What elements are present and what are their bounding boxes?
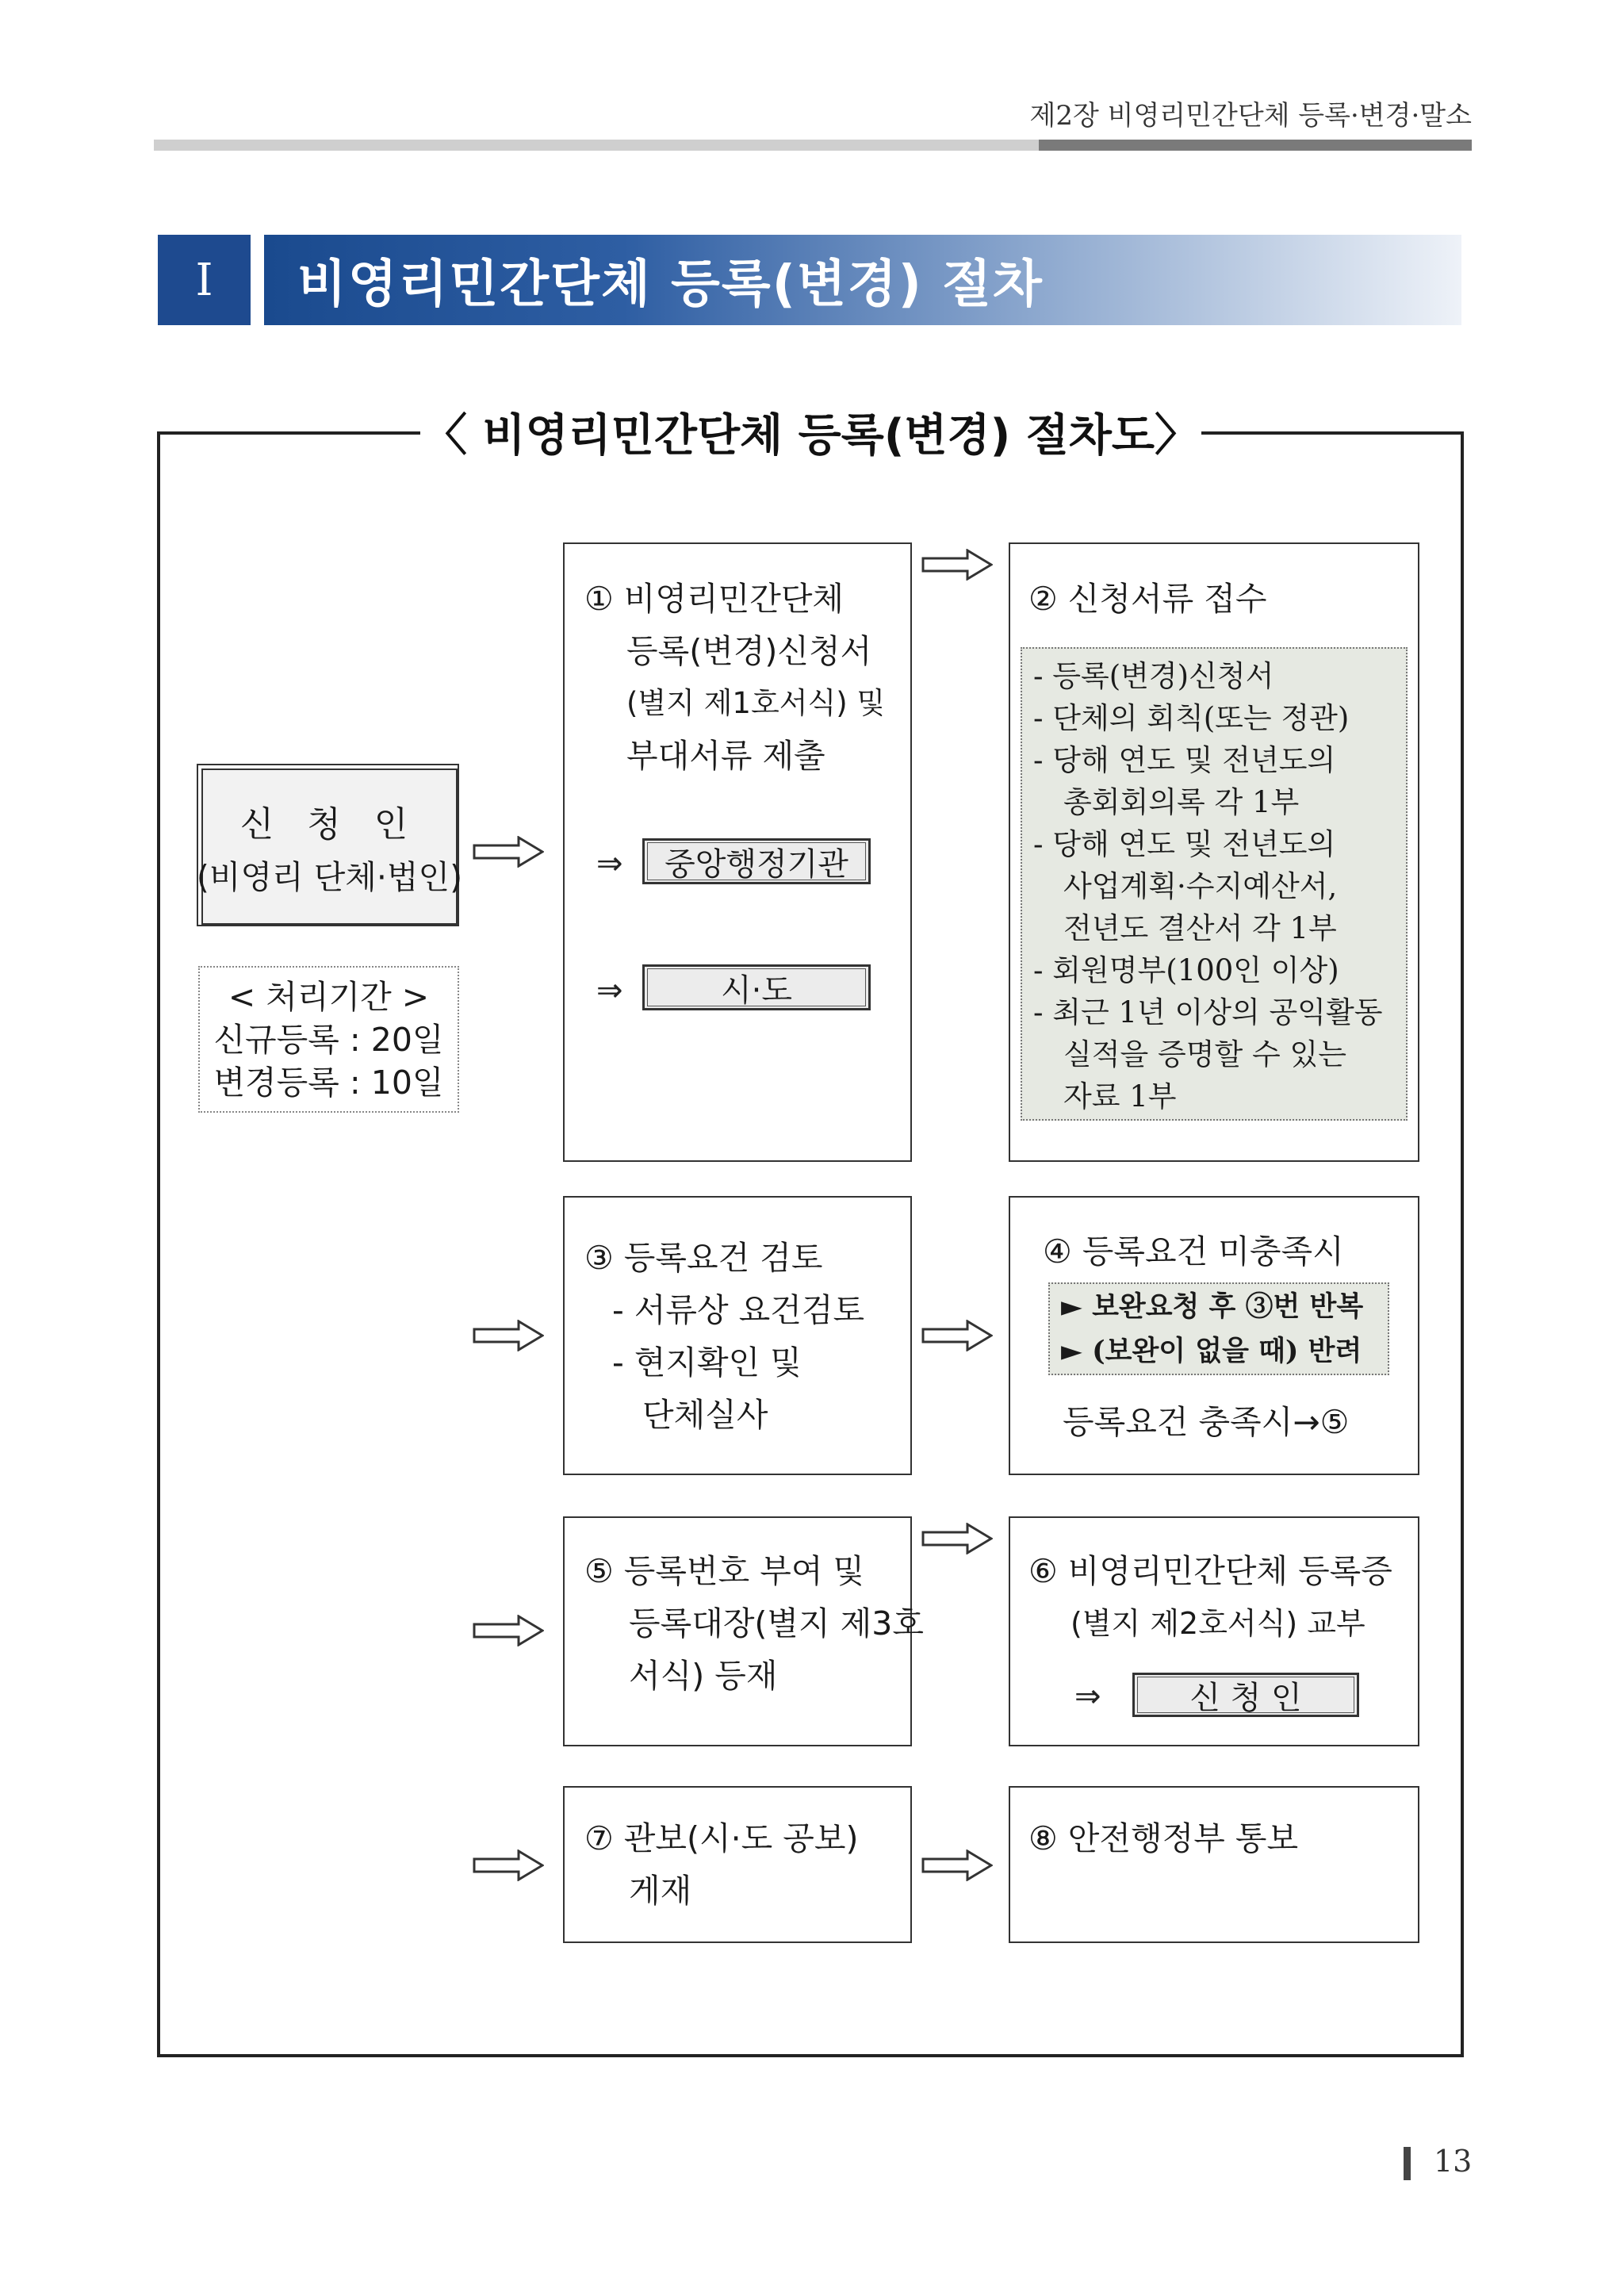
chapter-header: 제2장 비영리민간단체 등록·변경·말소 bbox=[1029, 100, 1472, 132]
arrow-icon bbox=[921, 549, 993, 581]
province-box bbox=[642, 964, 871, 1010]
step7-box bbox=[563, 1786, 912, 1943]
step1-line1: ① 비영리민간단체 bbox=[584, 580, 845, 618]
applicant-target-label: 신 청 인 bbox=[1137, 1677, 1354, 1713]
header-rule bbox=[154, 140, 1039, 151]
applicant-label: 신 청 인 bbox=[239, 804, 419, 845]
central-agency-box bbox=[642, 838, 871, 884]
section-number: Ⅰ bbox=[158, 235, 251, 325]
diagram-caption: 〈 비영리민간단체 등록(변경) 절차도〉 bbox=[420, 401, 1201, 464]
step5-line2: 등록대장(별지 제3호 bbox=[629, 1604, 924, 1642]
applicant-type: (비영리 단체·법인) bbox=[196, 858, 463, 896]
required-documents-list bbox=[1021, 647, 1408, 1121]
step1-line2: 등록(변경)신청서 bbox=[626, 632, 872, 670]
document-item: 사업계획·수지예산서, bbox=[1063, 869, 1338, 903]
document-item: - 최근 1년 이상의 공익활동 bbox=[1033, 995, 1383, 1029]
document-item: - 당해 연도 및 전년도의 bbox=[1033, 827, 1336, 861]
step5-line3: 서식) 등재 bbox=[629, 1657, 778, 1695]
step8-line1: ⑧ 안전행정부 통보 bbox=[1028, 1819, 1299, 1857]
section-title-bar bbox=[264, 235, 1461, 325]
period-change: 변경등록 : 10일 bbox=[213, 1063, 444, 1102]
step4-footer: 등록요건 충족시→⑤ bbox=[1063, 1403, 1350, 1441]
arrow-icon bbox=[473, 836, 544, 868]
supplement-item: ► 보완요청 후 ③번 반복 bbox=[1061, 1290, 1364, 1323]
document-item: - 단체의 회칙(또는 정관) bbox=[1033, 701, 1350, 735]
step3-line3: - 현지확인 및 bbox=[612, 1343, 802, 1382]
arrow-icon bbox=[921, 1523, 993, 1554]
applicant-box bbox=[196, 764, 463, 926]
step3-line1: ③ 등록요건 검토 bbox=[584, 1239, 823, 1277]
step6-line1: ⑥ 비영리민간단체 등록증 bbox=[1028, 1552, 1392, 1590]
arrow-icon bbox=[473, 1320, 544, 1351]
step1-line4: 부대서류 제출 bbox=[626, 737, 825, 775]
province-label: 시·도 bbox=[647, 968, 866, 1006]
step1-arrow-1: ⇒ bbox=[596, 845, 623, 882]
arrow-icon bbox=[473, 1849, 544, 1881]
document-item: 자료 1부 bbox=[1063, 1079, 1177, 1114]
central-agency-label: 중앙행정기관 bbox=[647, 842, 866, 880]
document-item: 총회회의록 각 1부 bbox=[1063, 785, 1300, 819]
step3-line4: 단체실사 bbox=[642, 1396, 768, 1434]
document-item: - 회원명부(100인 이상) bbox=[1033, 953, 1339, 987]
step1-line3: (별지 제1호서식) 및 bbox=[626, 686, 886, 720]
step3-line2: - 서류상 요건검토 bbox=[612, 1291, 865, 1329]
step6-line2: (별지 제2호서식) 교부 bbox=[1071, 1606, 1365, 1641]
step4-title: ④ 등록요건 미충족시 bbox=[1043, 1232, 1344, 1271]
step2-title: ② 신청서류 접수 bbox=[1028, 580, 1267, 618]
document-item: 전년도 결산서 각 1부 bbox=[1063, 911, 1337, 945]
period-new: 신규등록 : 20일 bbox=[213, 1020, 444, 1059]
page-number-marker bbox=[1404, 2147, 1411, 2180]
arrow-icon bbox=[921, 1849, 993, 1881]
step5-line1: ⑤ 등록번호 부여 및 bbox=[584, 1552, 865, 1590]
arrow-icon bbox=[921, 1320, 993, 1351]
applicant-target-box bbox=[1132, 1673, 1359, 1717]
step6-arrow: ⇒ bbox=[1074, 1678, 1101, 1715]
document-item: - 등록(변경)신청서 bbox=[1033, 659, 1274, 693]
section-title: 비영리민간단체 등록(변경) 절차 bbox=[297, 255, 1044, 314]
page-number: 13 bbox=[1434, 2144, 1473, 2179]
document-item: 실적을 증명할 수 있는 bbox=[1063, 1037, 1346, 1071]
document-item: - 당해 연도 및 전년도의 bbox=[1033, 743, 1336, 777]
step7-line1: ⑦ 관보(시·도 공보) bbox=[584, 1819, 859, 1857]
step7-line2: 게재 bbox=[629, 1872, 692, 1910]
step8-box bbox=[1009, 1786, 1419, 1943]
header-rule-accent bbox=[1039, 140, 1472, 151]
period-title: < 처리기간 > bbox=[228, 977, 430, 1016]
supplement-box bbox=[1048, 1282, 1389, 1375]
step1-arrow-2: ⇒ bbox=[596, 972, 623, 1009]
arrow-icon bbox=[473, 1615, 544, 1646]
supplement-item: ► (보완이 없을 때) 반려 bbox=[1061, 1334, 1362, 1367]
processing-period-box bbox=[198, 966, 459, 1113]
